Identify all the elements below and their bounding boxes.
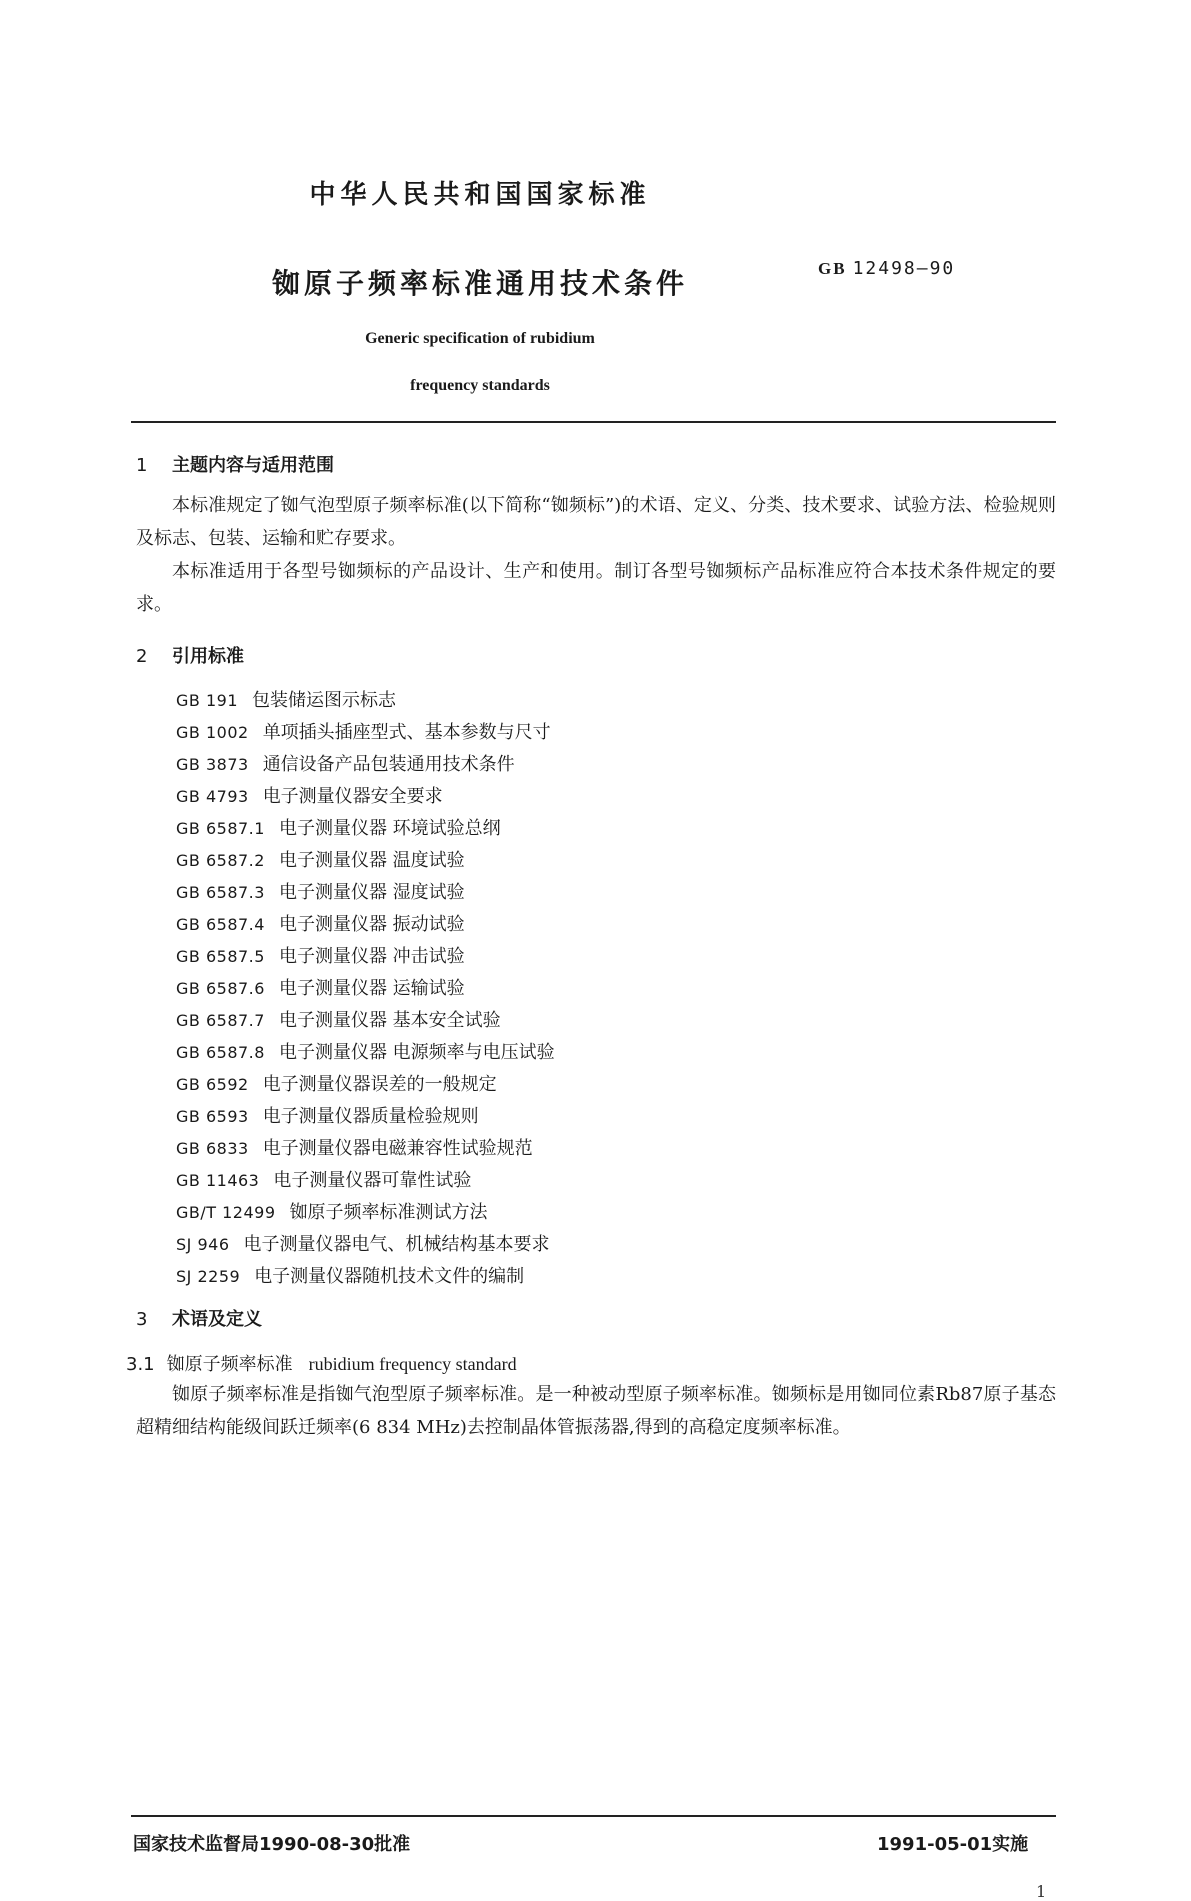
document-title-en-line1: Generic specification of rubidium bbox=[365, 330, 595, 347]
reference-code: GB 6587.1 bbox=[176, 819, 265, 838]
reference-title: 通信设备产品包装通用技术条件 bbox=[262, 754, 515, 775]
standard-code bbox=[818, 258, 955, 279]
section-2-title: 引用标准 bbox=[172, 646, 244, 667]
reference-title: 包装储运图示标志 bbox=[252, 690, 396, 711]
reference-code: SJ 2259 bbox=[176, 1267, 241, 1286]
subsection-title-cn: 铷原子频率标准 bbox=[166, 1354, 293, 1375]
reference-title: 单项插头插座型式、基本参数与尺寸 bbox=[262, 722, 551, 743]
reference-title: 电子测量仪器误差的一般规定 bbox=[262, 1074, 497, 1095]
section-1-paragraph-2: 本标准适用于各型号铷频标的产品设计、生产和使用。制订各型号铷频标产品标准应符合本技术条件规定的要求。 bbox=[136, 561, 1056, 615]
reference-item bbox=[176, 818, 501, 840]
reference-code: GB 6587.6 bbox=[176, 979, 265, 998]
reference-item bbox=[176, 754, 515, 776]
reference-title: 电子测量仪器安全要求 bbox=[262, 786, 443, 807]
reference-item bbox=[176, 850, 465, 872]
reference-code: SJ 946 bbox=[176, 1235, 230, 1254]
section-2-heading bbox=[136, 642, 244, 668]
reference-title: 电子测量仪器电气、机械结构基本要求 bbox=[243, 1234, 550, 1255]
reference-item bbox=[176, 722, 551, 744]
document-title-cn: 铷原子频率标准通用技术条件 bbox=[271, 267, 688, 300]
standard-code-number: 12498—90 bbox=[852, 258, 956, 279]
standard-code-prefix: GB bbox=[818, 259, 847, 278]
section-3-heading bbox=[136, 1305, 262, 1331]
reference-code: GB 6587.5 bbox=[176, 947, 265, 966]
subsection-3-1-heading bbox=[126, 1350, 517, 1376]
reference-code: GB 6587.3 bbox=[176, 883, 265, 902]
reference-item bbox=[176, 1202, 488, 1224]
subsection-title-en: rubidium frequency standard bbox=[308, 1354, 517, 1374]
section-1-number: 1 bbox=[136, 455, 148, 476]
reference-title: 电子测量仪器随机技术文件的编制 bbox=[254, 1266, 525, 1287]
reference-item bbox=[176, 690, 396, 712]
reference-title: 电子测量仪器电磁兼容性试验规范 bbox=[262, 1138, 533, 1159]
reference-item bbox=[176, 1234, 550, 1256]
section-3-definition-paragraph: 铷原子频率标准是指铷气泡型原子频率标准。是一种被动型原子频率标准。铷频标是用铷同位素Rb87原子基态超精细结构能级间跃迁频率(6 834 MHz)去控制晶体管振荡器,得到的高稳定度频率标准。 bbox=[136, 1384, 1056, 1438]
reference-code: GB 6593 bbox=[176, 1107, 249, 1126]
reference-code: GB 4793 bbox=[176, 787, 249, 806]
reference-title: 电子测量仪器 温度试验 bbox=[278, 850, 465, 871]
reference-title: 电子测量仪器可靠性试验 bbox=[273, 1170, 472, 1191]
reference-item bbox=[176, 1170, 471, 1192]
reference-title: 电子测量仪器 电源频率与电压试验 bbox=[278, 1042, 555, 1063]
reference-code: GB 6587.2 bbox=[176, 851, 265, 870]
section-3-number: 3 bbox=[136, 1309, 148, 1330]
approval-date: 国家技术监督局1990-08-30批准 bbox=[133, 1834, 411, 1855]
reference-title: 铷原子频率标准测试方法 bbox=[289, 1202, 488, 1223]
reference-item bbox=[176, 978, 465, 1000]
reference-code: GB/T 12499 bbox=[176, 1203, 276, 1222]
reference-code: GB 1002 bbox=[176, 723, 249, 742]
reference-code: GB 191 bbox=[176, 691, 238, 710]
reference-title: 电子测量仪器 环境试验总纲 bbox=[278, 818, 501, 839]
page-number: 1 bbox=[1036, 1882, 1047, 1901]
reference-title: 电子测量仪器 基本安全试验 bbox=[278, 1010, 501, 1031]
footer-divider bbox=[131, 1815, 1056, 1817]
reference-code: GB 6587.4 bbox=[176, 915, 265, 934]
reference-code: GB 6587.8 bbox=[176, 1043, 265, 1062]
reference-item bbox=[176, 1138, 533, 1160]
reference-title: 电子测量仪器 冲击试验 bbox=[278, 946, 465, 967]
section-2-number: 2 bbox=[136, 646, 148, 667]
reference-code: GB 6833 bbox=[176, 1139, 249, 1158]
reference-title: 电子测量仪器 运输试验 bbox=[278, 978, 465, 999]
header-divider bbox=[131, 421, 1056, 423]
effective-date: 1991-05-01实施 bbox=[877, 1834, 1029, 1855]
reference-item bbox=[176, 946, 465, 968]
reference-title: 电子测量仪器质量检验规则 bbox=[262, 1106, 479, 1127]
section-1-heading bbox=[136, 451, 334, 477]
subsection-number: 3.1 bbox=[126, 1354, 155, 1375]
reference-item bbox=[176, 1010, 501, 1032]
reference-item bbox=[176, 1106, 479, 1128]
section-3-title: 术语及定义 bbox=[172, 1309, 262, 1330]
reference-code: GB 6587.7 bbox=[176, 1011, 265, 1030]
section-1-paragraph-1: 本标准规定了铷气泡型原子频率标准(以下简称“铷频标”)的术语、定义、分类、技术要求、试验方法、检验规则及标志、包装、运输和贮存要求。 bbox=[136, 495, 1056, 549]
reference-item bbox=[176, 882, 465, 904]
section-1-title: 主题内容与适用范围 bbox=[172, 455, 334, 476]
reference-item bbox=[176, 914, 465, 936]
reference-title: 电子测量仪器 湿度试验 bbox=[278, 882, 465, 903]
reference-code: GB 3873 bbox=[176, 755, 249, 774]
reference-item bbox=[176, 1266, 524, 1288]
reference-code: GB 6592 bbox=[176, 1075, 249, 1094]
national-standard-heading: 中华人民共和国国家标准 bbox=[309, 180, 651, 210]
reference-item bbox=[176, 1042, 555, 1064]
reference-item bbox=[176, 786, 443, 808]
reference-title: 电子测量仪器 振动试验 bbox=[278, 914, 465, 935]
reference-code: GB 11463 bbox=[176, 1171, 260, 1190]
reference-item bbox=[176, 1074, 497, 1096]
document-title-en-line2: frequency standards bbox=[410, 377, 550, 394]
